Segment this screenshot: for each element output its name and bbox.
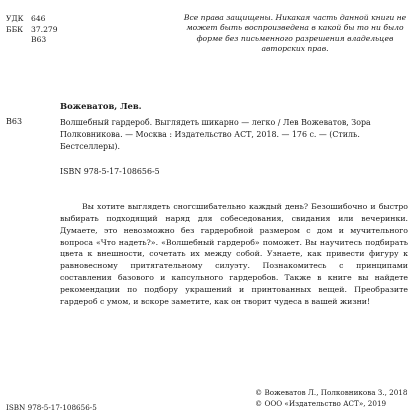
isbn: ISBN 978-5-17-108656-5 [60,167,160,176]
rights-notice: Все права защищены. Никакая часть данной книги не может быть воспроизведена в какой бы то ни было форме без письменного разрешения владельцев авторских прав. [183,13,407,54]
footer-isbn: ISBN 978-5-17-108656-5 [6,403,97,412]
bibliographic-entry: Волшебный гардероб. Выглядеть шикарно — легко / Лев Вожеватов, Зора Полковникова. — Москва : Издательство АСТ, 2018. — 176 с. — (Стиль. Бестселлеры). [60,118,371,151]
bbk-cutter-row [6,35,58,46]
udk-value: 646 [31,14,46,23]
udk-label: УДК [6,14,24,23]
cutter-side-code: В63 [6,117,23,126]
copyright-line-publisher: © ООО «Издательство АСТ», 2019 [255,398,387,408]
udk-row [6,14,58,25]
annotation-paragraph: Вы хотите выглядеть сногсшибательно каждый день? Безошибочно и быстро выбирать подходящий наряд для собеседования, свидания или вечеринки. Думаете, это невозможно без гардеробной размером с дом и мучительного вопроса «Что надеть?». «Волшебный гардероб» поможет. Вы научитесь подбирать цвета к внешности, сочетать их между собой. Узнаете, как привести фигуру к равновесному притягательному силуэту. Познакомитесь с принципами составления базового и капсульного гардеробов. Также в книге вы найдете рекомендации по подбору украшений и принтованных вещей. Преобразите гардероб с умом, и вскоре заметите, как он творит чудеса в вашей жизни! [60,202,408,306]
copyright-block [255,388,407,409]
classification-codes [6,14,58,46]
bbk-value: 37.279 [31,24,58,34]
bbk-label: ББК [6,24,24,34]
bbk-cutter: В63 [31,35,47,45]
copyright-line-authors: © Вожеватов Л., Полковникова З., 2018 [255,388,408,397]
annotation [60,201,408,308]
author-heading: Вожеватов, Лев. [60,101,142,111]
bbk-row [6,25,58,36]
